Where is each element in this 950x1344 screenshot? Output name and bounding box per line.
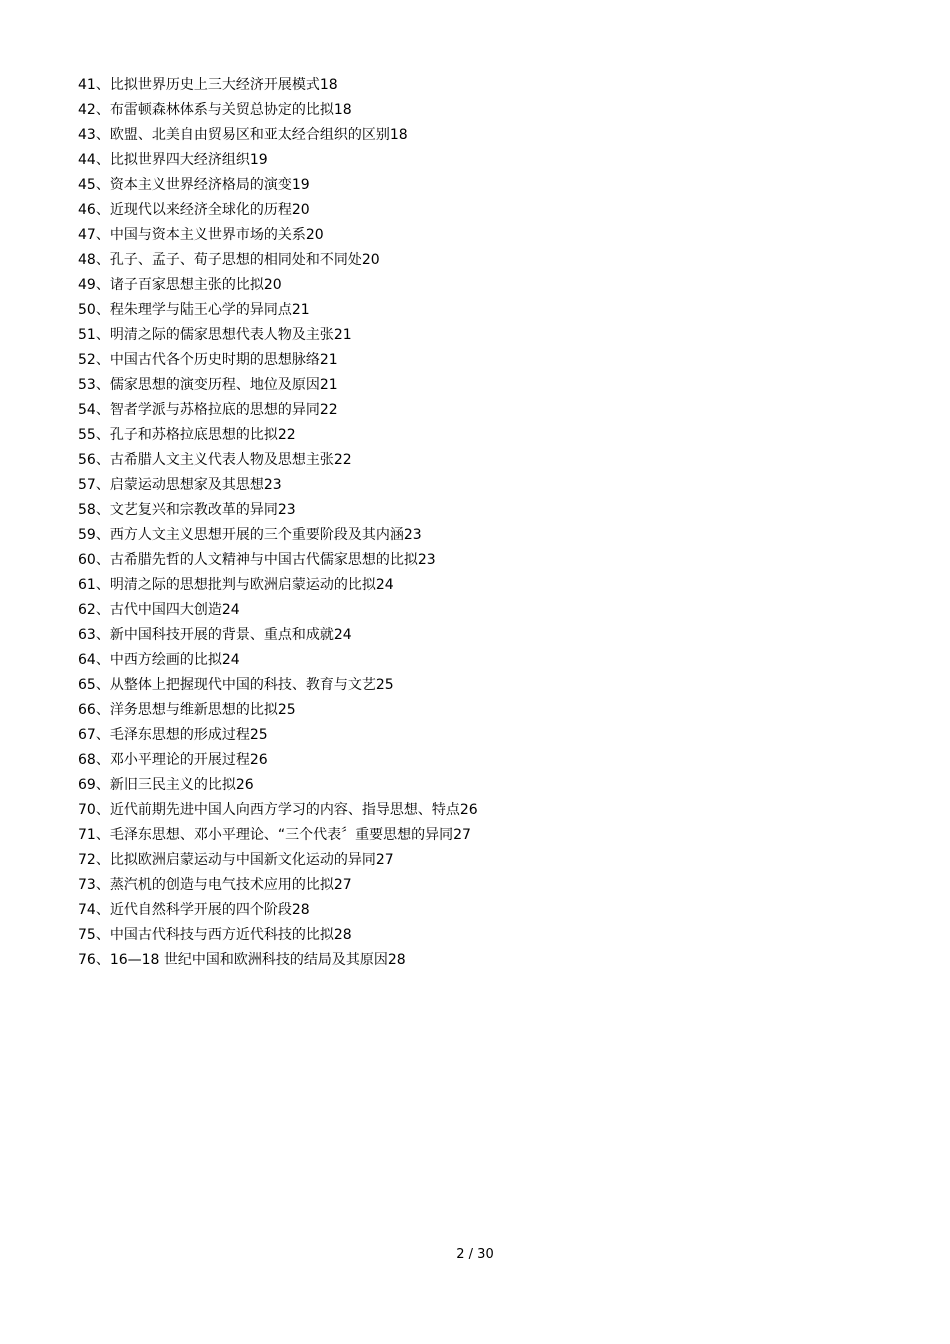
toc-entry: 69、新旧三民主义的比拟26 <box>78 777 254 793</box>
toc-entry: 55、孔子和苏格拉底思想的比拟22 <box>78 427 296 443</box>
toc-entry: 75、中国古代科技与西方近代科技的比拟28 <box>78 927 352 943</box>
toc-entry: 49、诸子百家思想主张的比拟20 <box>78 277 282 293</box>
page-number: 2 / 30 <box>456 1247 494 1262</box>
toc-entry: 42、布雷顿森林体系与关贸总协定的比拟18 <box>78 102 352 118</box>
table-of-contents <box>78 73 478 973</box>
toc-entry: 57、启蒙运动思想家及其思想23 <box>78 477 282 493</box>
toc-entry: 70、近代前期先进中国人向西方学习的内容、指导思想、特点26 <box>78 802 478 818</box>
toc-entry: 73、蒸汽机的创造与电气技术应用的比拟27 <box>78 877 352 893</box>
toc-entry: 65、从整体上把握现代中国的科技、教育与文艺25 <box>78 677 394 693</box>
toc-entry: 74、近代自然科学开展的四个阶段28 <box>78 902 310 918</box>
toc-entry: 71、毛泽东思想、邓小平理论、“三个代表〞重要思想的异同27 <box>78 827 471 843</box>
toc-entry: 76、16—18 世纪中国和欧洲科技的结局及其原因28 <box>78 952 406 968</box>
toc-entry: 66、洋务思想与维新思想的比拟25 <box>78 702 296 718</box>
toc-entry: 67、毛泽东思想的形成过程25 <box>78 727 268 743</box>
toc-entry: 41、比拟世界历史上三大经济开展模式18 <box>78 77 338 93</box>
toc-entry: 54、智者学派与苏格拉底的思想的异同22 <box>78 402 338 418</box>
toc-entry: 64、中西方绘画的比拟24 <box>78 652 240 668</box>
toc-entry: 61、明清之际的思想批判与欧洲启蒙运动的比拟24 <box>78 577 394 593</box>
toc-entry: 51、明清之际的儒家思想代表人物及主张21 <box>78 327 352 343</box>
toc-entry: 62、古代中国四大创造24 <box>78 602 240 618</box>
toc-entry: 43、欧盟、北美自由贸易区和亚太经合组织的区别18 <box>78 127 408 143</box>
toc-entry: 44、比拟世界四大经济组织19 <box>78 152 268 168</box>
toc-entry: 52、中国古代各个历史时期的思想脉络21 <box>78 352 338 368</box>
toc-entry: 59、西方人文主义思想开展的三个重要阶段及其内涵23 <box>78 527 422 543</box>
toc-entry: 45、资本主义世界经济格局的演变19 <box>78 177 310 193</box>
toc-entry: 46、近现代以来经济全球化的历程20 <box>78 202 310 218</box>
toc-entry: 72、比拟欧洲启蒙运动与中国新文化运动的异同27 <box>78 852 394 868</box>
toc-entry: 48、孔子、孟子、荀子思想的相同处和不同处20 <box>78 252 380 268</box>
toc-entry: 53、儒家思想的演变历程、地位及原因21 <box>78 377 338 393</box>
toc-entry: 47、中国与资本主义世界市场的关系20 <box>78 227 324 243</box>
toc-entry: 68、邓小平理论的开展过程26 <box>78 752 268 768</box>
toc-entry: 60、古希腊先哲的人文精神与中国古代儒家思想的比拟23 <box>78 552 436 568</box>
toc-entry: 50、程朱理学与陆王心学的异同点21 <box>78 302 310 318</box>
toc-entry: 58、文艺复兴和宗教改革的异同23 <box>78 502 296 518</box>
toc-entry: 63、新中国科技开展的背景、重点和成就24 <box>78 627 352 643</box>
toc-entry: 56、古希腊人文主义代表人物及思想主张22 <box>78 452 352 468</box>
